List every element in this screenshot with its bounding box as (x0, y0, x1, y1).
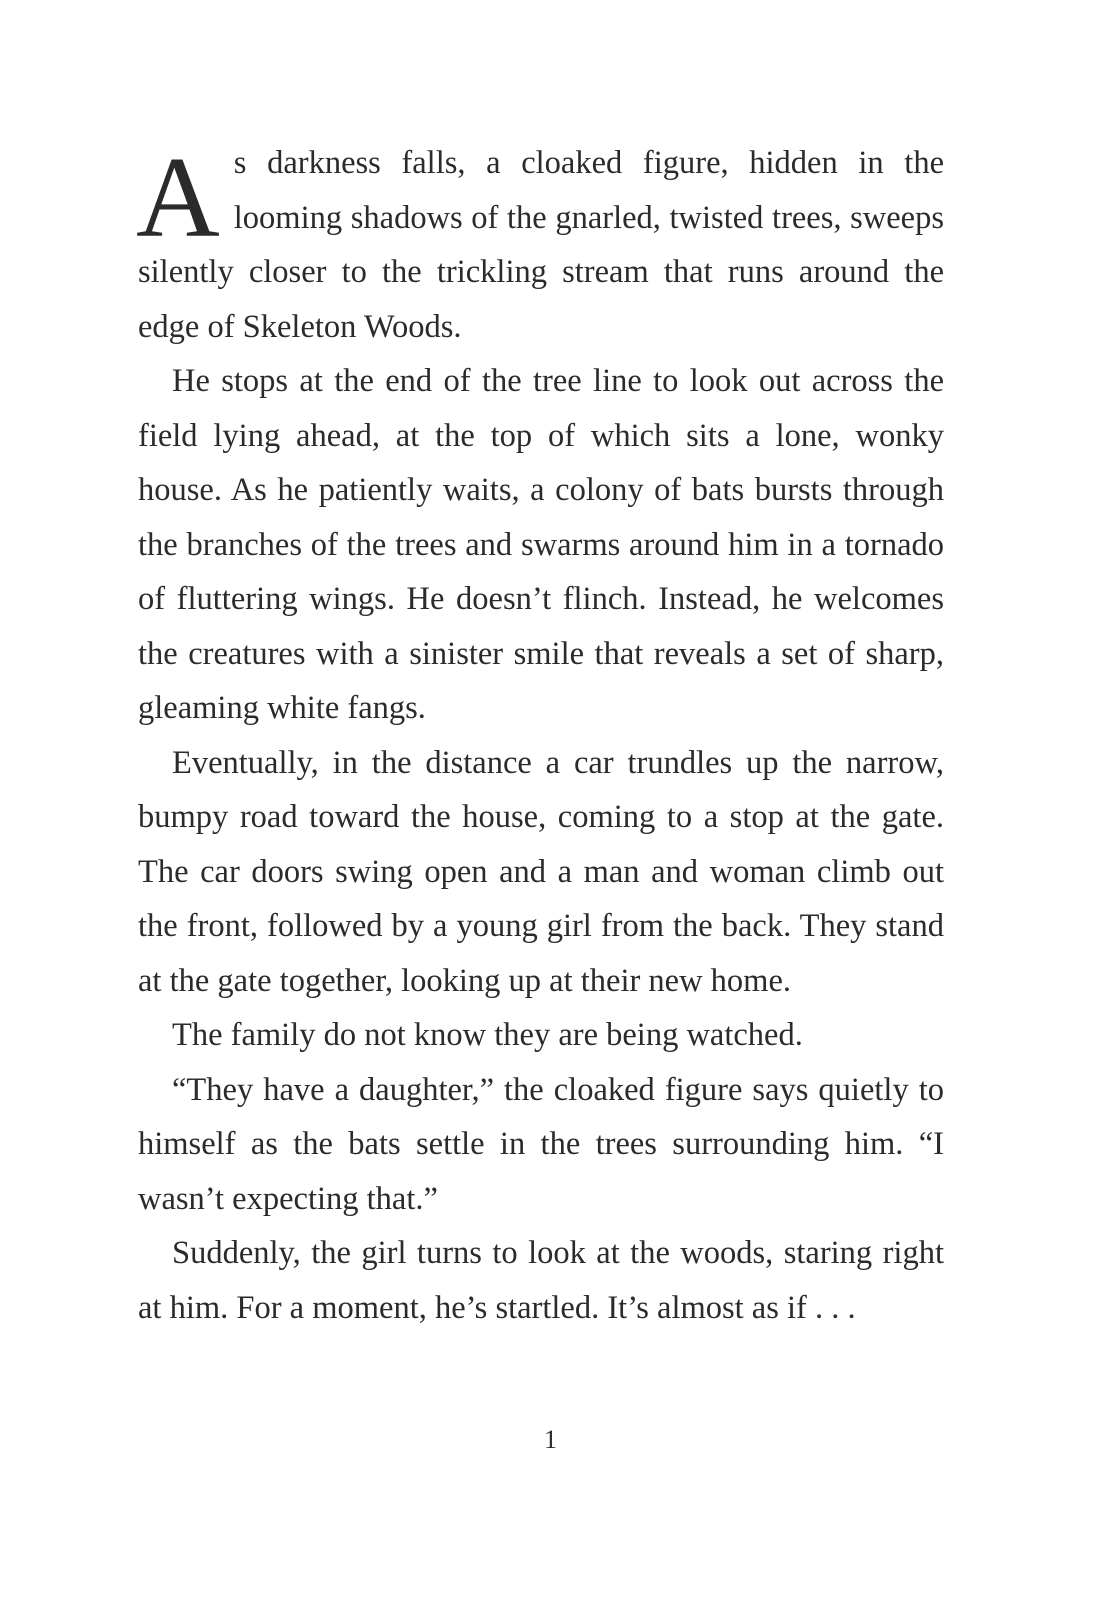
paragraph-6: Suddenly, the girl turns to look at the woods, staring right at him. For a moment, he’s startled. It’s almost as if . . . (138, 1235, 944, 1326)
paragraph-5: “They have a daughter,” the cloaked figure says quietly to himself as the bats settle in the trees surrounding him. “I wasn’t expecting that.” (138, 1071, 944, 1217)
paragraph-1-text: s darkness falls, a cloaked figure, hidden in the looming shadows of the gnarled, twisted trees, sweeps silently closer to the trickling stream that runs around the edge of Skeleton Woods. (138, 145, 944, 345)
page-number: 1 (544, 1425, 557, 1454)
drop-cap: A (136, 134, 220, 262)
body-text (138, 136, 944, 1335)
paragraph-1 (138, 136, 944, 354)
paragraph-2: He stops at the end of the tree line to look out across the field lying ahead, at the top of which sits a lone, wonky house. As he patiently waits, a colony of bats bursts through the branches of the trees and swarms around him in a tornado of fluttering wings. He doesn’t flinch. Instead, he welcomes the creatures with a sinister smile that reveals a set of sharp, gleaming white fangs. (138, 363, 944, 726)
paragraph-3: Eventually, in the distance a car trundles up the narrow, bumpy road toward the house, coming to a stop at the gate. The car doors swing open and a man and woman climb out the front, followed by a young girl from the back. They stand at the gate together, looking up at their new home. (138, 744, 944, 999)
paragraph-4: The family do not know they are being watched. (172, 1017, 803, 1053)
